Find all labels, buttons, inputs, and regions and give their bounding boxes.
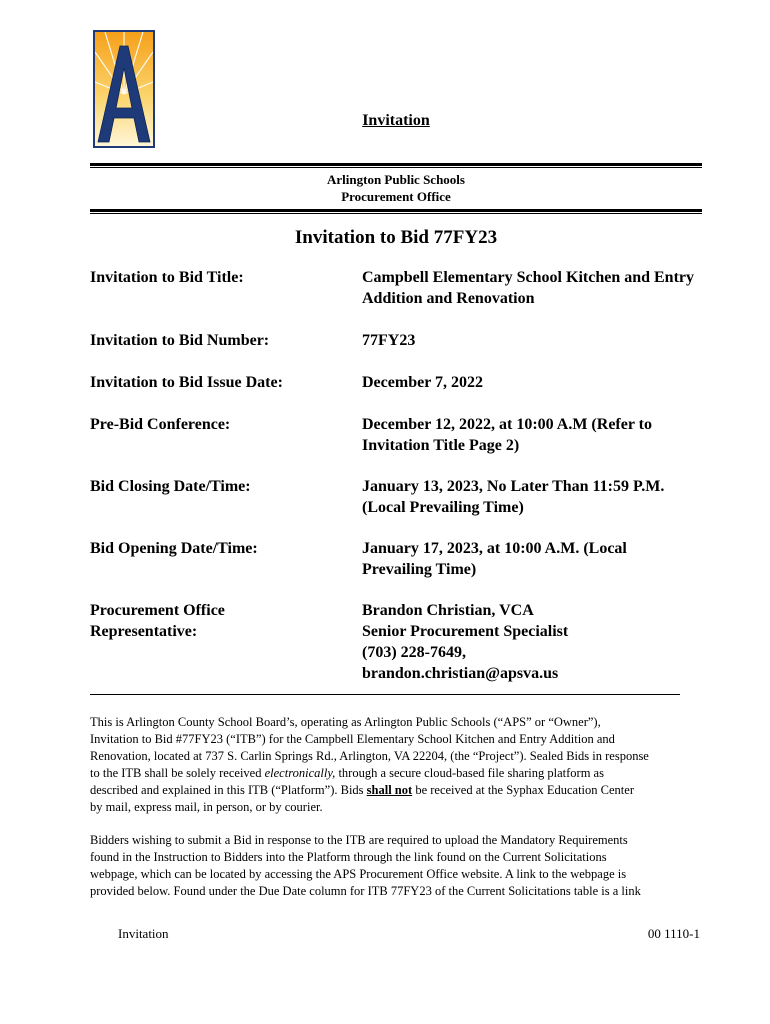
org-name: Arlington Public Schools [327, 172, 465, 187]
bottom-divider [90, 209, 702, 212]
paragraph-line: found in the Instruction to Bidders into the Platform through the link found on the Current Solicitations [90, 850, 607, 864]
value-line: December 12, 2022, at 10:00 A.M (Refer to [362, 416, 652, 433]
text-run: through a secure cloud-based file sharing platform as [335, 766, 604, 780]
value-line: December 7, 2022 [362, 374, 483, 391]
value-line: Invitation Title Page 2) [362, 437, 520, 454]
field-label: Bid Closing Date/Time: [90, 478, 251, 495]
text-run: be received at the Syphax Education Center [412, 783, 634, 797]
value-line: January 17, 2023, at 10:00 A.M. (Local [362, 540, 627, 557]
underline-run: shall not [366, 783, 413, 797]
field-value [362, 330, 737, 351]
text-run: to the ITB shall be solely received [90, 766, 265, 780]
paragraph-line [90, 765, 702, 782]
paragraph-line: provided below. Found under the Due Date column for ITB 77FY23 of the Current Solicitations table is a link [90, 884, 641, 898]
intro-paragraph [90, 714, 702, 816]
value-line: Campbell Elementary School Kitchen and Entry [362, 269, 695, 286]
value-line: Senior Procurement Specialist [362, 623, 569, 640]
label-line: Representative: [90, 623, 198, 640]
paragraph-line: by mail, express mail, in person, or by courier. [90, 800, 323, 814]
section-divider [90, 694, 680, 695]
field-value [362, 372, 737, 393]
paragraph-line: Renovation, located at 737 S. Carlin Springs Rd., Arlington, VA 22204, (the “Project”). Sealed Bids in response [90, 749, 649, 763]
field-value [362, 476, 737, 518]
label-line: Procurement Office [90, 602, 225, 619]
aps-logo [93, 30, 155, 148]
value-line: 77FY23 [362, 332, 416, 349]
paragraph-line: webpage, which can be located by accessing the APS Procurement Office website. A link to the webpage is [90, 867, 627, 881]
value-line: Brandon Christian, VCA [362, 602, 534, 619]
field-label: Pre-Bid Conference: [90, 416, 231, 433]
field-value [362, 538, 737, 580]
value-line: (703) 228-7649, [362, 644, 466, 661]
invitation-heading: Invitation [362, 112, 430, 129]
field-label [90, 600, 350, 642]
paragraph-line [90, 782, 702, 799]
value-line: (Local Prevailing Time) [362, 499, 524, 516]
office-name: Procurement Office [341, 189, 451, 204]
italic-run: electronically, [264, 766, 336, 780]
submission-paragraph [90, 832, 702, 900]
field-label: Invitation to Bid Issue Date: [90, 374, 283, 391]
office-block [90, 163, 702, 212]
paragraph-line: This is Arlington County School Board’s, operating as Arlington Public Schools (“APS” or “Owner”), [90, 715, 601, 729]
email-link[interactable]: brandon.christian@apsva.us [362, 665, 559, 682]
field-value [362, 600, 737, 684]
paragraph-line: Invitation to Bid #77FY23 (“ITB”) for the Campbell Elementary School Kitchen and Entry Addition and [90, 732, 615, 746]
paragraph-line: Bidders wishing to submit a Bid in response to the ITB are required to upload the Mandatory Requirements [90, 833, 628, 847]
value-line: Prevailing Time) [362, 561, 477, 578]
top-divider [90, 163, 702, 166]
field-value [362, 414, 737, 456]
value-line: January 13, 2023, No Later Than 11:59 P.M. [362, 478, 665, 495]
footer-page-number: 00 1110-1 [647, 926, 700, 941]
text-run: described and explained in this ITB (“Platform”). Bids [90, 783, 367, 797]
field-label: Invitation to Bid Number: [90, 332, 270, 349]
footer-section-name: Invitation [118, 926, 169, 941]
field-value [362, 267, 737, 309]
bid-heading: Invitation to Bid 77FY23 [294, 227, 498, 248]
field-label: Invitation to Bid Title: [90, 269, 244, 286]
value-line: Addition and Renovation [362, 290, 535, 307]
field-label: Bid Opening Date/Time: [90, 540, 258, 557]
